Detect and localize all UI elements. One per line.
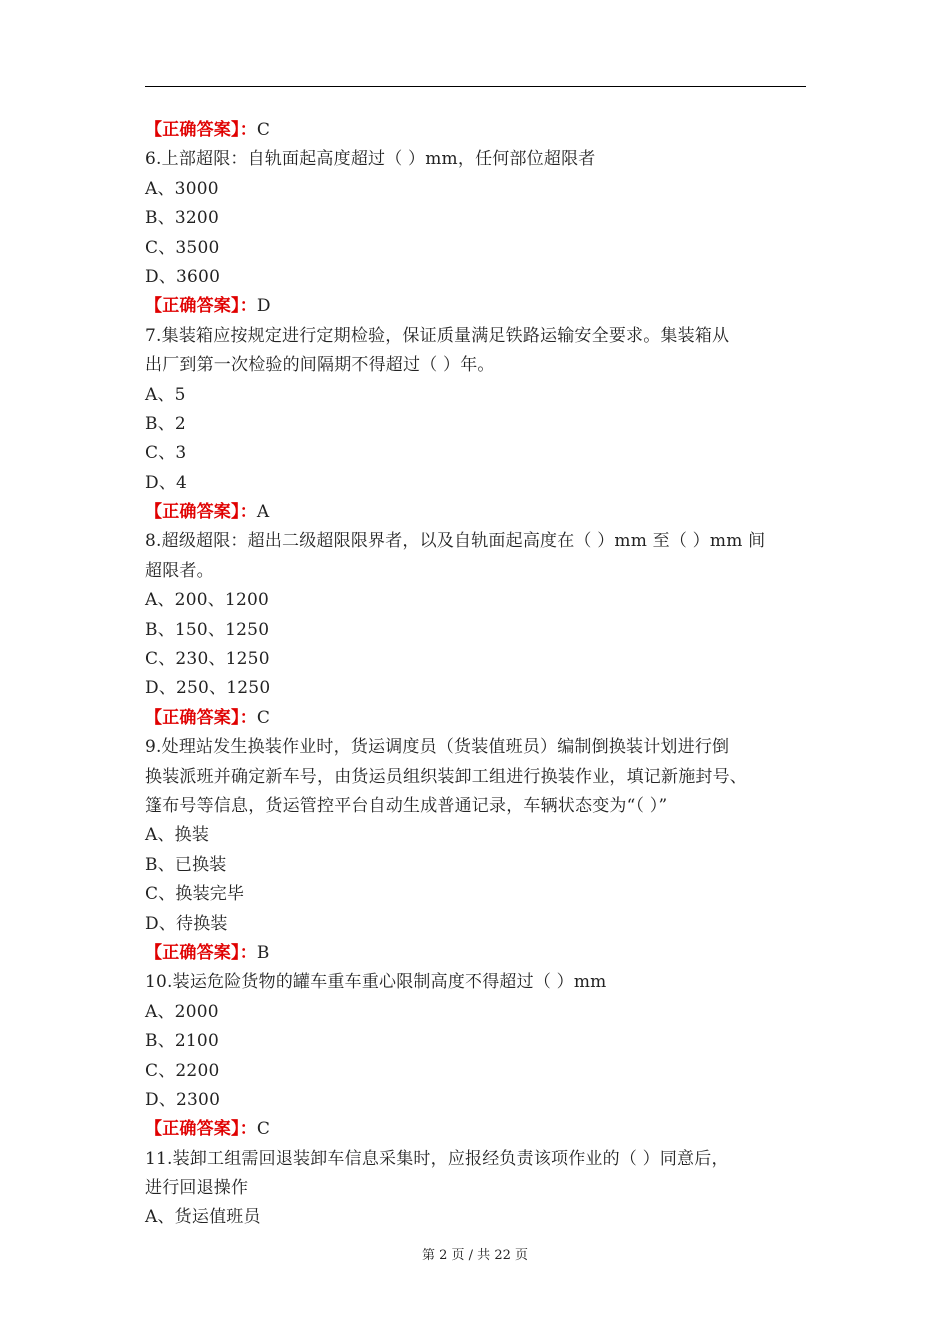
question-text-line: 出厂到第一次检验的间隔期不得超过（ ）年。 [145, 355, 495, 376]
question-text-line: C、2200 [145, 1060, 220, 1081]
question-text-line: 10.装运危险货物的罐车重车重心限制高度不得超过（ ）mm [145, 972, 607, 993]
question-text-line: D、4 [145, 472, 188, 493]
correct-answer-label: 【正确答案】 [145, 296, 240, 317]
question-text-line: C、3 [145, 443, 187, 464]
question-text-line: B、2 [145, 413, 186, 434]
document-body [145, 116, 810, 1233]
question-text-line: C、3500 [145, 237, 220, 258]
question-text-line: 9.处理站发生换装作业时，货运调度员（货装值班员）编制倒换装计划进行倒 [145, 737, 730, 758]
correct-answer-line [145, 704, 810, 733]
correct-answer-value: B [256, 942, 270, 963]
question-text-line: D、3600 [145, 266, 221, 287]
question-text-line: 换装派班并确定新车号，由货运员组织装卸工组进行换装作业，填记新施封号、 [145, 766, 747, 787]
correct-answer-line [145, 498, 810, 527]
correct-answer-line [145, 292, 810, 321]
question-text-line: 进行回退操作 [145, 1178, 249, 1199]
correct-answer-colon: ： [239, 502, 257, 523]
question-text-line: C、换装完毕 [145, 884, 245, 905]
correct-answer-label: 【正确答案】 [145, 502, 240, 523]
correct-answer-colon: ： [239, 942, 257, 963]
correct-answer-line [145, 1115, 810, 1144]
correct-answer-value: C [256, 1119, 271, 1140]
correct-answer-label: 【正确答案】 [145, 707, 240, 728]
question-text-line: A、货运值班员 [145, 1207, 261, 1228]
correct-answer-line [145, 116, 810, 145]
correct-answer-colon: ： [239, 296, 257, 317]
question-text-line: A、2000 [145, 1001, 219, 1022]
question-text-line: B、3200 [145, 208, 219, 229]
question-text-line: C、230、1250 [145, 649, 270, 670]
question-text-line: B、2100 [145, 1031, 219, 1052]
correct-answer-line [145, 939, 810, 968]
question-text-line: 7.集装箱应按规定进行定期检验，保证质量满足铁路运输安全要求。集装箱从 [145, 325, 730, 346]
question-text-line: B、150、1250 [145, 619, 270, 640]
correct-answer-label: 【正确答案】 [145, 942, 240, 963]
question-text-line: 6.上部超限：自轨面起高度超过（ ）mm，任何部位超限者 [145, 149, 596, 170]
question-text-line: A、3000 [145, 178, 219, 199]
question-text-line: A、换装 [145, 825, 210, 846]
question-text-line: 篷布号等信息，货运管控平台自动生成普通记录，车辆状态变为“（ ）” [145, 795, 668, 816]
question-text-line: A、200、1200 [145, 590, 269, 611]
question-text-line: D、2300 [145, 1089, 221, 1110]
page-footer: 第 2 页 / 共 22 页 [422, 1248, 528, 1263]
correct-answer-value: C [256, 707, 271, 728]
correct-answer-value: D [256, 296, 271, 317]
correct-answer-colon: ： [239, 1119, 257, 1140]
question-text-line: B、已换装 [145, 854, 227, 875]
correct-answer-colon: ： [239, 120, 257, 140]
question-text-line: A、5 [145, 384, 186, 405]
correct-answer-label: 【正确答案】 [145, 120, 240, 140]
question-text-line: 11.装卸工组需回退装卸车信息采集时，应报经负责该项作业的（ ）同意后， [145, 1148, 729, 1169]
correct-answer-colon: ： [239, 707, 257, 728]
header-rule [145, 86, 806, 87]
correct-answer-label: 【正确答案】 [145, 1119, 240, 1140]
correct-answer-value: A [256, 502, 270, 523]
question-text-line: 8.超级超限：超出二级超限限界者，以及自轨面起高度在（ ）mm 至（ ）mm 间 [145, 531, 766, 552]
question-text-line: D、待换装 [145, 913, 228, 934]
question-text-line: 超限者。 [145, 560, 214, 581]
question-text-line: D、250、1250 [145, 678, 271, 699]
correct-answer-value: C [256, 120, 271, 140]
